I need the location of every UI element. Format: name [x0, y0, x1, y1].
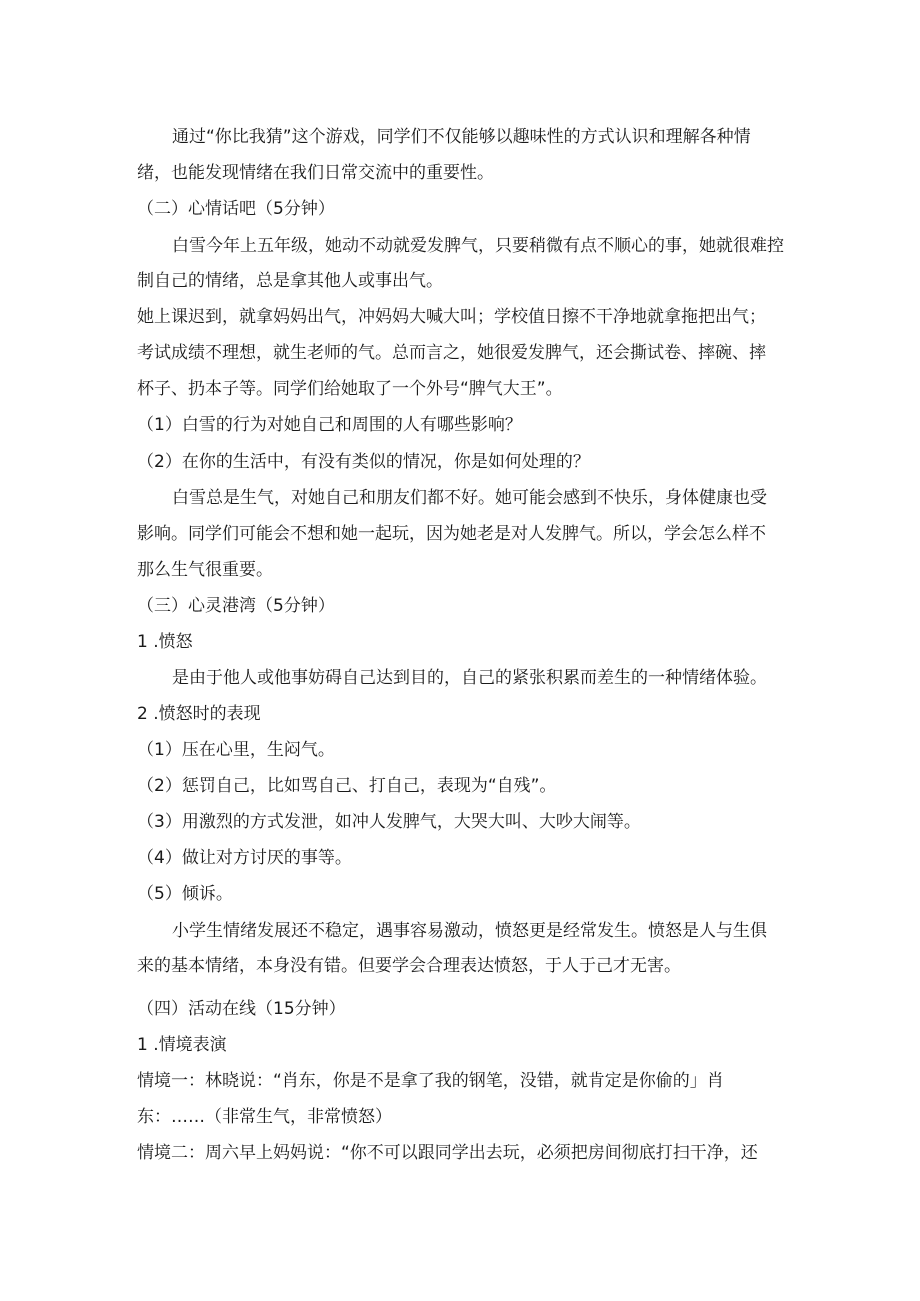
paragraph-line: 白雪今年上五年级，她动不动就爱发脾气，只要稍微有点不顺心的事，她就很难控 — [172, 236, 784, 256]
paragraph-line: 她上课迟到，就拿妈妈出气，冲妈妈大喊大叫；学校值日擦不干净地就拿拖把出气； — [137, 307, 766, 327]
subheading: 1 .愤怒 — [137, 632, 193, 652]
paragraph-line: 制自己的情绪，总是拿其他人或事出气。 — [137, 271, 443, 291]
paragraph-line: 是由于他人或他事妨碍自己达到目的，自己的紧张积累而差生的一种情绪体验。 — [172, 668, 767, 688]
list-item: （2）惩罚自己，比如骂自己、打自己，表现为“自残”。 — [137, 776, 557, 796]
paragraph-line: 东：……（非常生气，非常愤怒） — [137, 1107, 392, 1127]
paragraph-line: 杯子、扔本子等。同学们给她取了一个外号“脾气大王”。 — [137, 379, 563, 399]
list-item: （3）用激烈的方式发泄，如冲人发脾气，大哭大叫、大吵大闹等。 — [137, 812, 641, 832]
paragraph-line: 情境二：周六早上妈妈说：“你不可以跟同学出去玩，必须把房间彻底打扫干净，还 — [137, 1143, 758, 1163]
paragraph-line: 来的基本情绪，本身没有错。但要学会合理表达愤怒，于人于己才无害。 — [137, 956, 681, 976]
paragraph-line: 小学生情绪发展还不稳定，遇事容易激动，愤怒更是经常发生。愤怒是人与生俱 — [172, 921, 767, 941]
paragraph-line: 影响。同学们可能会不想和她一起玩，因为她老是对人发脾气。所以，学会怎么样不 — [137, 524, 766, 544]
subheading: 1 .情境表演 — [137, 1035, 227, 1055]
list-item: （5）倾诉。 — [137, 884, 233, 904]
list-item: （4）做让对方讨厌的事等。 — [137, 848, 352, 868]
paragraph-line: 情境一：林晓说：“肖东，你是不是拿了我的钢笔，没错，就肯定是你偷的」肖 — [137, 1071, 724, 1091]
paragraph-line: 通过“你比我猜”这个游戏，同学们不仅能够以趣味性的方式认识和理解各种情 — [172, 127, 751, 147]
question-item: （1）白雪的行为对她自己和周围的人有哪些影响？ — [137, 415, 522, 435]
paragraph-line: 白雪总是生气，对她自己和朋友们都不好。她可能会感到不快乐，身体健康也受 — [172, 488, 767, 508]
paragraph-line: 考试成绩不理想，就生老师的气。总而言之，她很爱发脾气，还会撕试卷、摔碗、摔 — [137, 343, 766, 363]
subheading: 2 .愤怒时的表现 — [137, 704, 261, 724]
paragraph-line: 那么生气很重要。 — [137, 560, 273, 580]
section-heading: （二）心情话吧（5分钟） — [137, 199, 335, 219]
section-heading: （四）活动在线（15分钟） — [137, 999, 346, 1019]
section-heading: （三）心灵港湾（5分钟） — [137, 596, 335, 616]
paragraph-line: 绪，也能发现情绪在我们日常交流中的重要性。 — [137, 163, 494, 183]
list-item: （1）压在心里，生闷气。 — [137, 740, 335, 760]
question-item: （2）在你的生活中，有没有类似的情况，你是如何处理的？ — [137, 452, 590, 472]
